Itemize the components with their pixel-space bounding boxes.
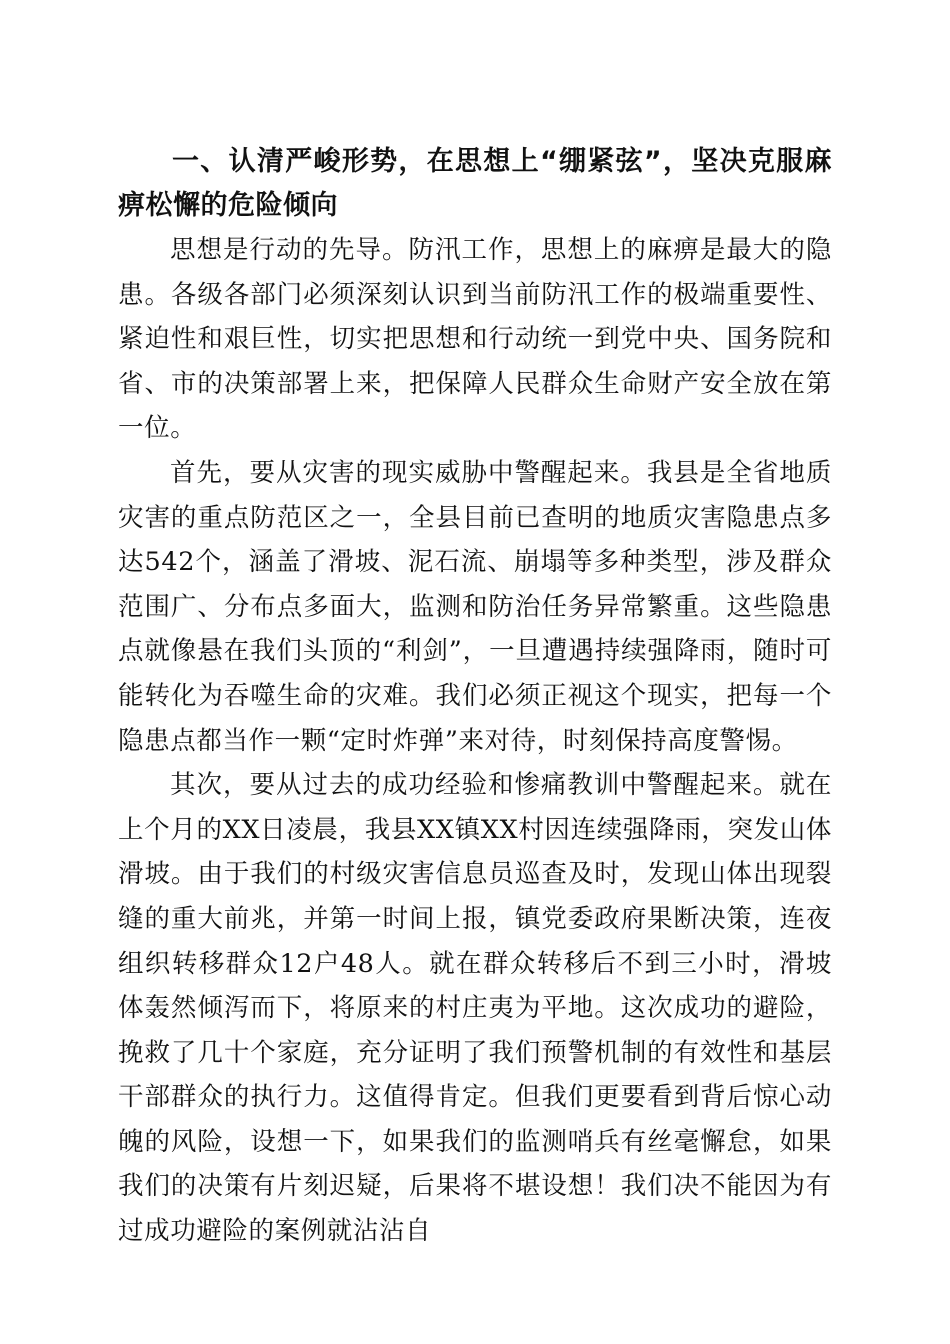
- paragraph: 思想是行动的先导。防汛工作，思想上的麻痹是最大的隐患。各级各部门必须深刻认识到当前防汛工作的极端重要性、紧迫性和艰巨性，切实把思想和行动统一到党中央、国务院和省、市的决策部署上来，把保障人民群众生命财产安全放在第一位。: [118, 235, 832, 444]
- section-heading: 一、认清严峻形势，在思想上“绷紧弦”，坚决克服麻痹松懈的危险倾向: [118, 146, 832, 221]
- paragraph: 其次，要从过去的成功经验和惨痛教训中警醒起来。就在上个月的XX日凌晨，我县XX镇XX村因连续强降雨，突发山体滑坡。由于我们的村级灾害信息员巡查及时，发现山体出现裂缝的重大前兆，并第一时间上报，镇党委政府果断决策，连夜组织转移群众12户48人。就在群众转移后不到三小时，滑坡体轰然倾泻而下，将原来的村庄夷为平地。这次成功的避险，挽救了几十个家庭，充分证明了我们预警机制的有效性和基层干部群众的执行力。这值得肯定。但我们更要看到背后惊心动魄的风险，设想一下，如果我们的监测哨兵有丝毫懈怠，如果我们的决策有片刻迟疑，后果将不堪设想！我们决不能因为有过成功避险的案例就沾沾自: [118, 770, 832, 1247]
- paragraph: 首先，要从灾害的现实威胁中警醒起来。我县是全省地质灾害的重点防范区之一，全县目前已查明的地质灾害隐患点多达542个，涵盖了滑坡、泥石流、崩塌等多种类型，涉及群众范围广、分布点多面大，监测和防治任务异常繁重。这些隐患点就像悬在我们头顶的“利剑”，一旦遭遇持续强降雨，随时可能转化为吞噬生命的灾难。我们必须正视这个现实，把每一个隐患点都当作一颗“定时炸弹”来对待，时刻保持高度警惕。: [118, 457, 832, 756]
- document-body: [118, 140, 832, 1254]
